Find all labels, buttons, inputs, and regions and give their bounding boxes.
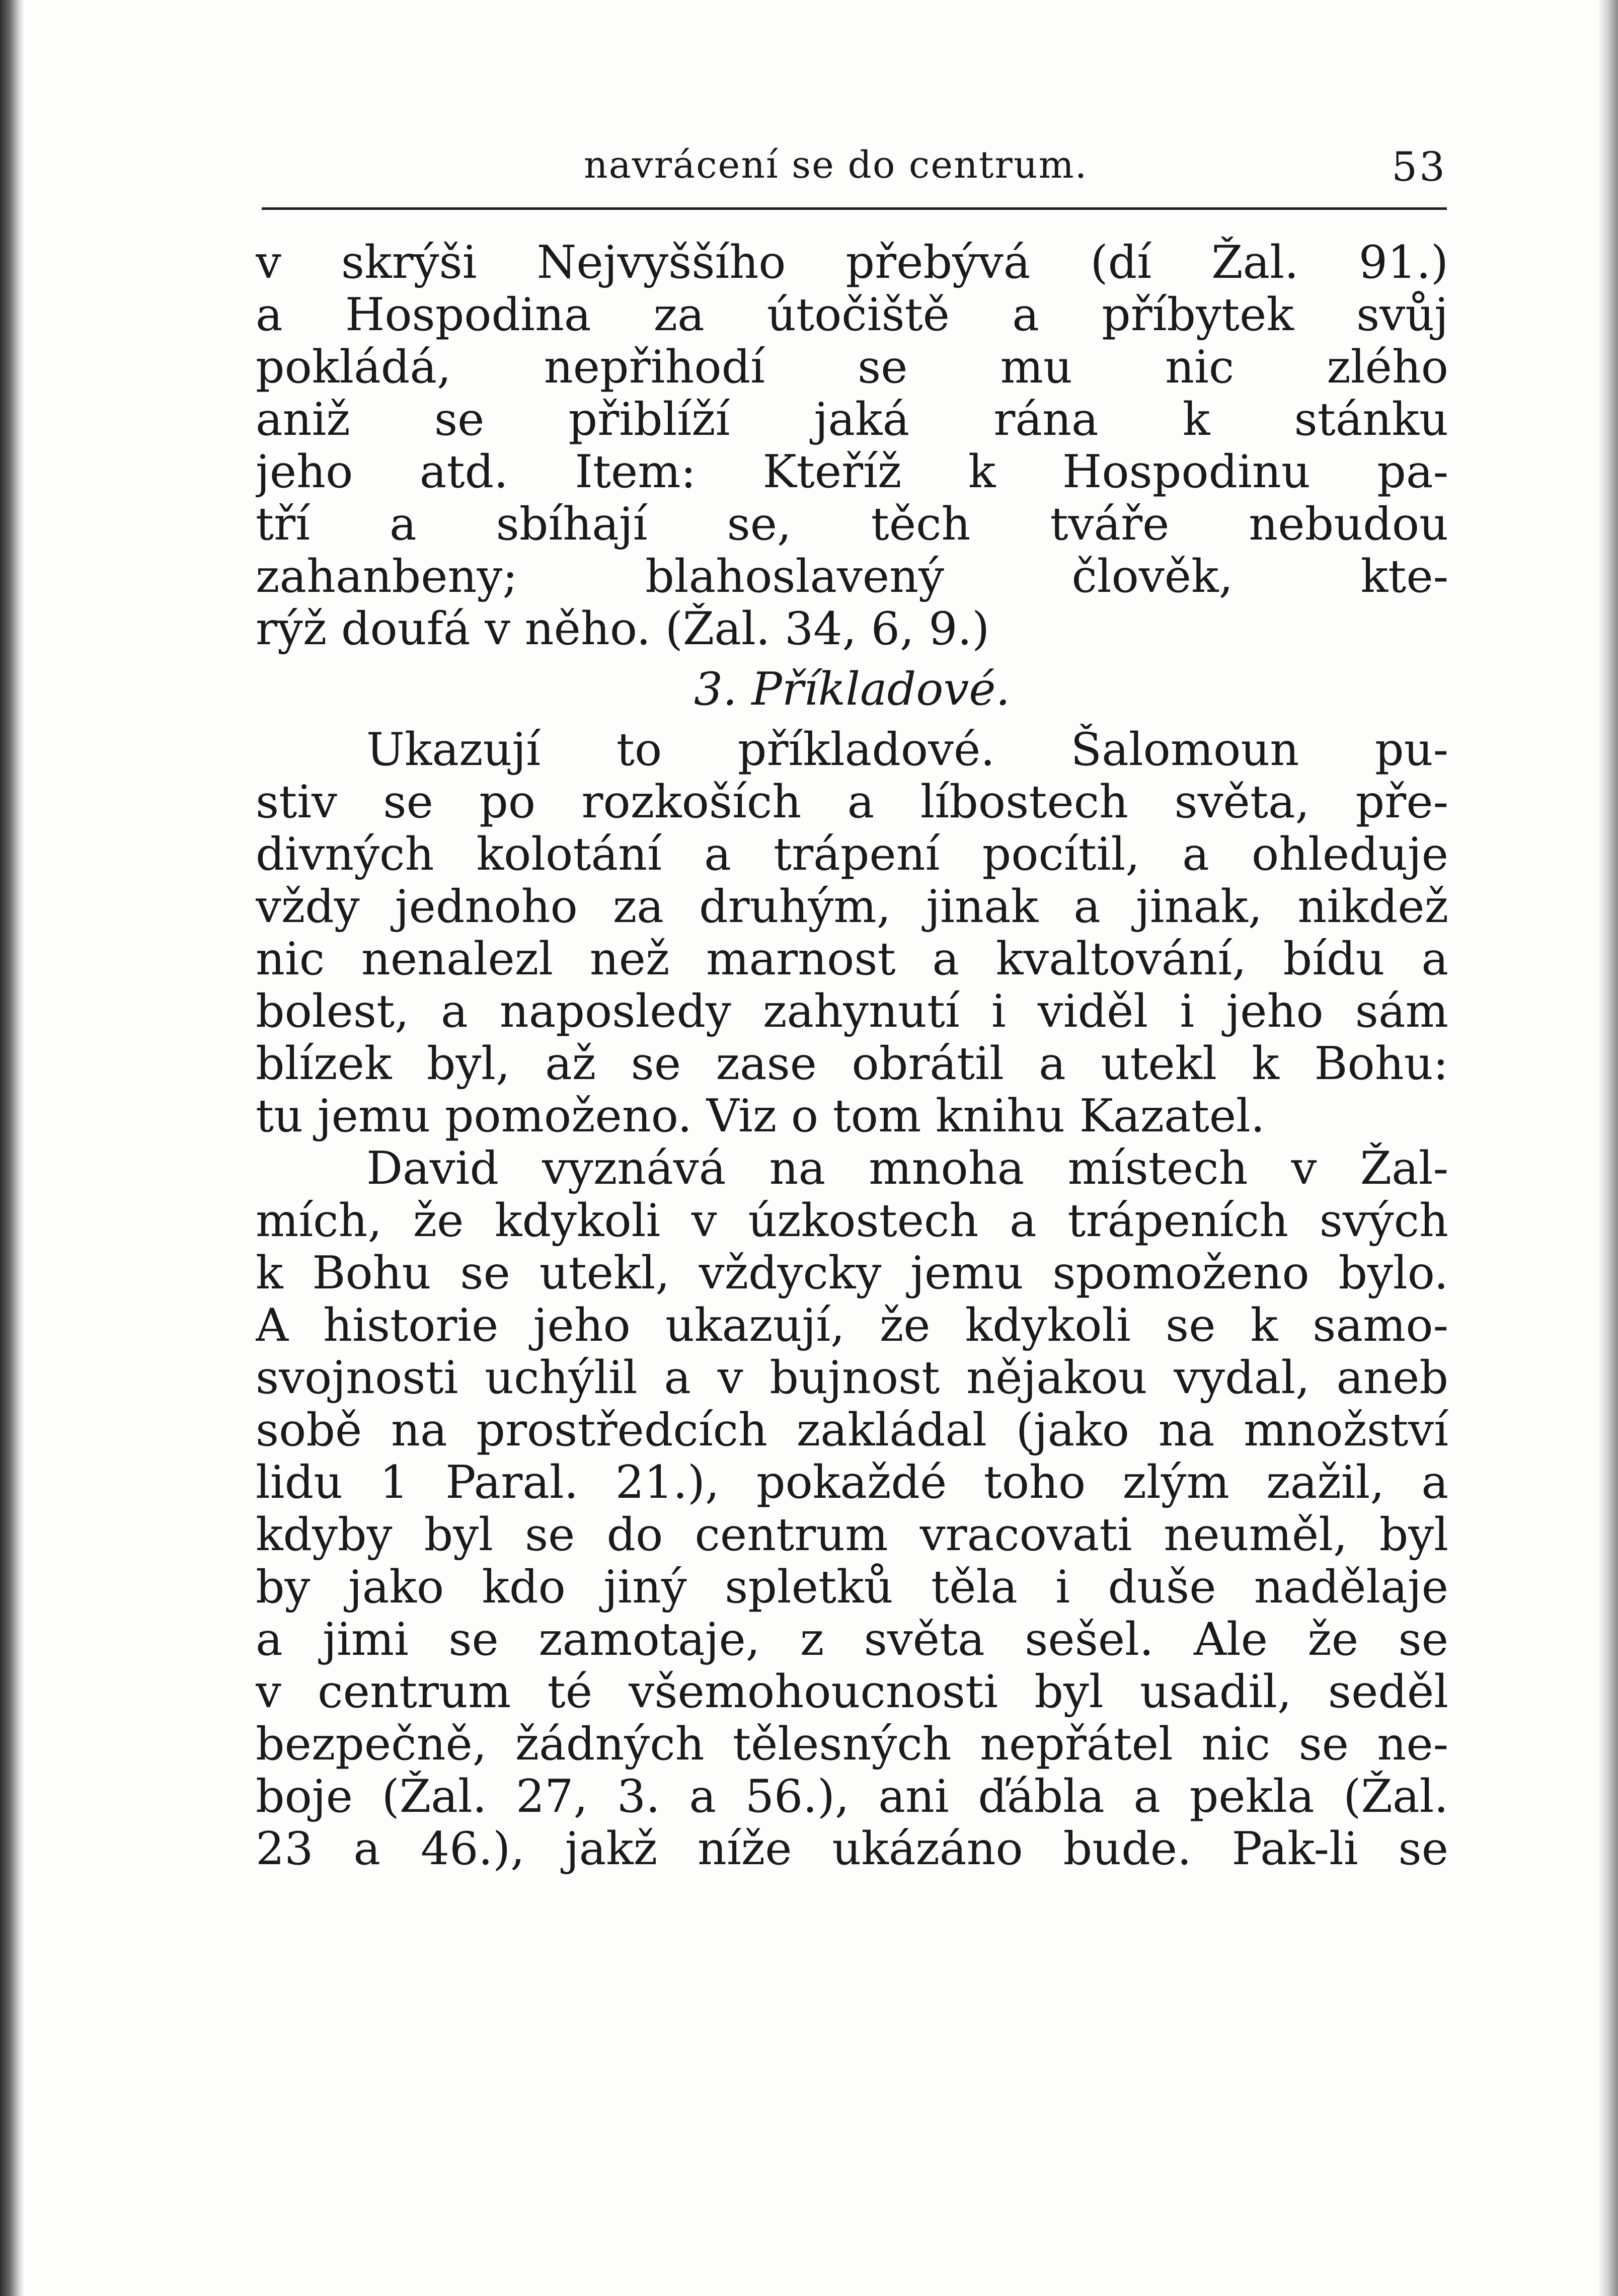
text-line: David vyznává na mnoha místech v Žal- xyxy=(366,1142,1448,1195)
text-line: vždy jednoho za druhým, jinak a jinak, nikdež xyxy=(256,881,1448,933)
text-line: bolest, a naposledy zahynutí i viděl i jeho sám xyxy=(256,985,1448,1038)
text-line: kdyby byl se do centrum vracovati neuměl, byl xyxy=(256,1509,1448,1561)
text-line: sobě na prostředcích zakládal (jako na množství xyxy=(256,1404,1448,1457)
text-line: svojnosti uchýlil a v bujnost nějakou vydal, aneb xyxy=(256,1352,1448,1404)
text-line: by jako kdo jiný spletků těla i duše nadělaje xyxy=(256,1561,1448,1614)
text-line: A historie jeho ukazují, že kdykoli se k samo- xyxy=(256,1299,1448,1352)
text-line: v skrýši Nejvyššího přebývá (dí Žal. 91.) xyxy=(256,237,1448,289)
text-line: bezpečně, žádných tělesných nepřátel nic se ne- xyxy=(256,1718,1448,1771)
text-line: zahanbeny; blahoslavený člověk, kte- xyxy=(256,551,1448,603)
text-line: aniž se přiblíží jaká rána k stánku xyxy=(256,394,1448,446)
text-line: pokládá, nepřihodí se mu nic zlého xyxy=(256,341,1448,394)
text-line: nic nenalezl než marnost a kvaltování, bídu a xyxy=(256,933,1448,985)
page-number: 53 xyxy=(1392,143,1447,190)
text-line: mích, že kdykoli v úzkostech a trápeních svých xyxy=(256,1195,1448,1247)
text-line: jeho atd. Item: Kteříž k Hospodinu pa- xyxy=(256,446,1448,498)
running-title: navrácení se do centrum. xyxy=(584,143,1088,187)
text-line: lidu 1 Paral. 21.), pokaždé toho zlým zažil, a xyxy=(256,1457,1448,1509)
body-text xyxy=(256,237,1448,1875)
text-line: k Bohu se utekl, vždycky jemu spomoženo bylo. xyxy=(256,1247,1448,1299)
text-line: tří a sbíhají se, těch tváře nebudou xyxy=(256,498,1448,551)
text-line: blízek byl, až se zase obrátil a utekl k Bohu: xyxy=(256,1038,1448,1090)
text-line: boje (Žal. 27, 3. a 56.), ani ďábla a pekla (Žal. xyxy=(256,1771,1448,1823)
text-line: 23 a 46.), jakž níže ukázáno bude. Pak-li se xyxy=(256,1823,1448,1875)
header-rule xyxy=(262,207,1447,210)
text-line: a jimi se zamotaje, z světa sešel. Ale že se xyxy=(256,1614,1448,1666)
text-line: divných kolotání a trápení pocítil, a ohleduje xyxy=(256,828,1448,881)
page-right-edge-shadow xyxy=(1598,0,1618,2296)
text-line: a Hospodina za útočiště a příbytek svůj xyxy=(256,289,1448,341)
page-header xyxy=(262,138,1447,194)
text-line: v centrum té všemohoucnosti byl usadil, seděl xyxy=(256,1666,1448,1718)
text-line: rýž doufá v něho. (Žal. 34, 6, 9.) xyxy=(256,603,990,655)
page-left-edge-shadow xyxy=(0,0,24,2296)
text-line: stiv se po rozkoších a líbostech světa, pře- xyxy=(256,776,1448,828)
section-heading: 3. Příkladové. xyxy=(694,663,1011,716)
text-line: Ukazují to příkladové. Šalomoun pu- xyxy=(366,724,1448,776)
text-line: tu jemu pomoženo. Viz o tom knihu Kazatel. xyxy=(256,1090,1265,1142)
